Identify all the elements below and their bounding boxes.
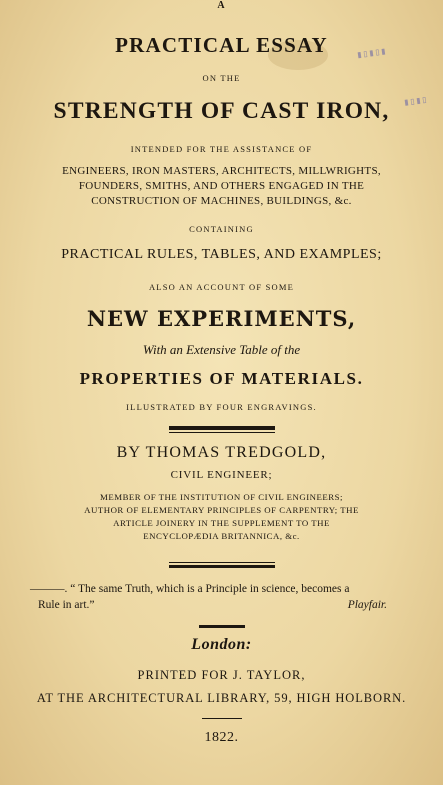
audience-line: FOUNDERS, SMITHS, AND OTHERS ENGAGED IN THE [78, 180, 365, 192]
rule-short [199, 625, 245, 628]
on-the: ON THE [202, 73, 241, 83]
epigraph-line2: Rule in art.” [38, 599, 95, 611]
intended-line: INTENDED FOR THE ASSISTANCE OF [130, 144, 313, 154]
credentials-line: ARTICLE JOINERY IN THE SUPPLEMENT TO THE [113, 518, 330, 528]
audience-line: ENGINEERS, IRON MASTERS, ARCHITECTS, MILLWRIGHTS, [62, 165, 381, 177]
audience-line: CONSTRUCTION OF MACHINES, BUILDINGS, &c. [91, 195, 352, 207]
library-address: AT THE ARCHITECTURAL LIBRARY, 59, HIGH HOLBORN. [36, 691, 407, 705]
practical-rules: PRACTICAL RULES, TABLES, AND EXAMPLES; [61, 247, 382, 262]
title-line2: STRENGTH OF CAST IRON, [53, 98, 390, 124]
author-credentials [0, 491, 443, 543]
title-line1: PRACTICAL ESSAY [115, 33, 328, 57]
london: London: [191, 636, 252, 653]
containing: CONTAINING [189, 224, 254, 234]
printed-for: PRINTED FOR J. TAYLOR, [137, 668, 306, 682]
epigraph-attribution: Playfair. [347, 599, 387, 611]
library-stamp: ▮▯▮▯▮ [355, 45, 388, 62]
audience-block [0, 164, 443, 209]
rule-thick-2 [169, 565, 275, 568]
rule-thin-2 [169, 562, 275, 563]
article-a: A [217, 0, 226, 11]
rule-thin [169, 432, 275, 433]
credentials-line: AUTHOR OF ELEMENTARY PRINCIPLES OF CARPENTRY; THE [84, 505, 359, 515]
also-account: ALSO AN ACCOUNT OF SOME [148, 282, 295, 292]
year: 1822. [204, 730, 239, 745]
civil-engineer: CIVIL ENGINEER; [170, 469, 273, 481]
extensive-table: With an Extensive Table of the [142, 342, 301, 357]
new-experiments: NEW EXPERIMENTS, [86, 306, 357, 331]
library-stamp-2: ▮▯▮▯ [402, 94, 429, 109]
credentials-line: ENCYCLOPÆDIA BRITANNICA, &c. [143, 531, 300, 541]
epigraph-line1: ———. “ The same Truth, which is a Principle in science, becomes a [30, 583, 350, 595]
rule-year [202, 718, 242, 719]
credentials-line: MEMBER OF THE INSTITUTION OF CIVIL ENGINEERS; [100, 492, 343, 502]
rule-thick [169, 426, 275, 430]
illustrated-line: ILLUSTRATED BY FOUR ENGRAVINGS. [126, 402, 317, 412]
properties-of-materials: PROPERTIES OF MATERIALS. [79, 369, 364, 388]
author-name: BY THOMAS TREDGOLD, [116, 444, 327, 461]
